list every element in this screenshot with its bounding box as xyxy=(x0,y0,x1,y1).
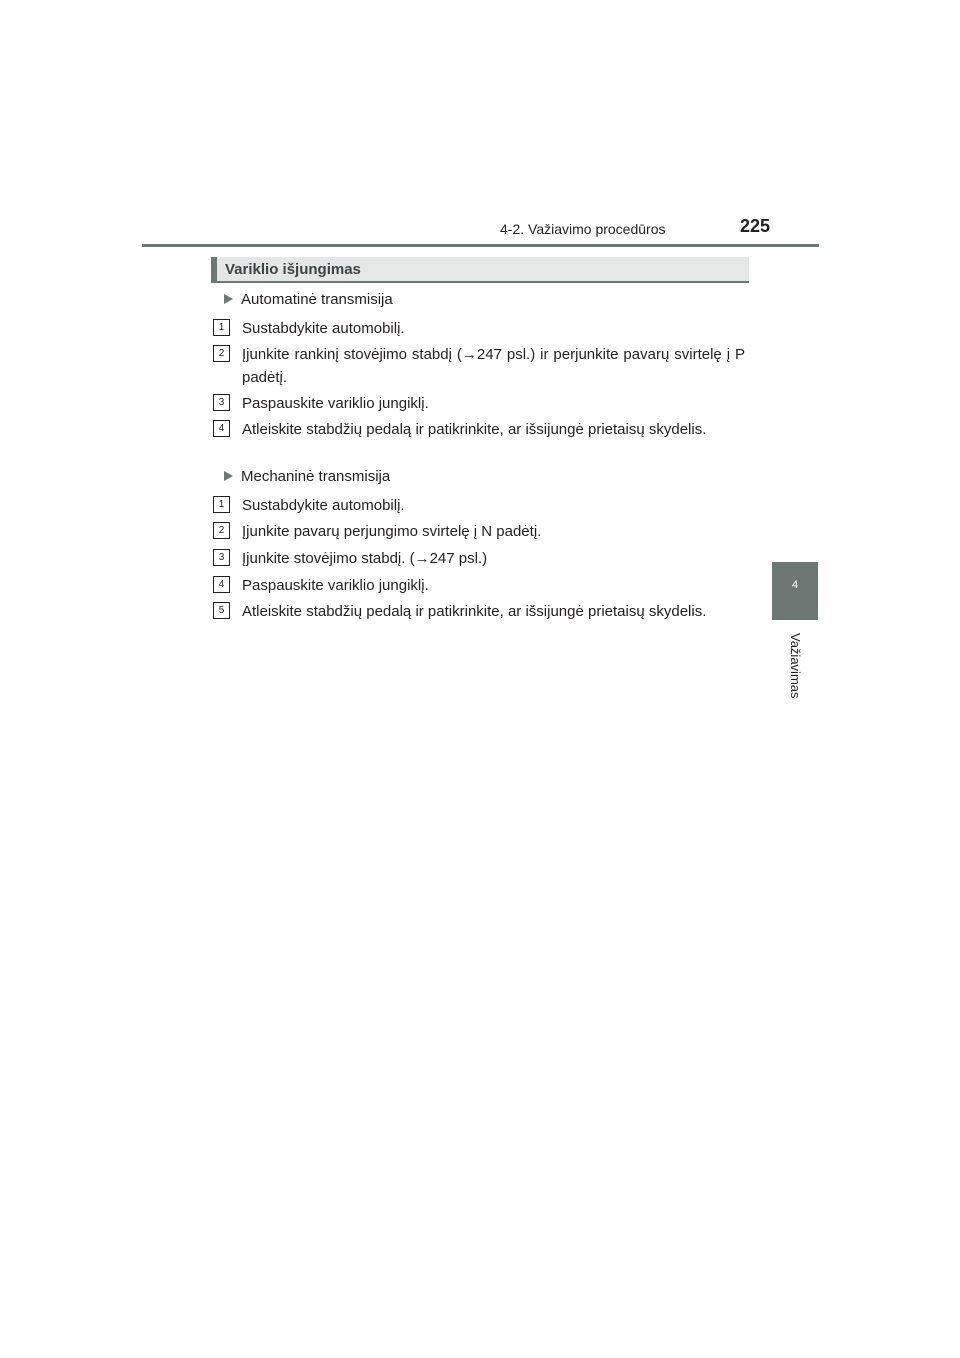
step-number-badge: 1 xyxy=(213,496,230,513)
step-text: Įjunkite pavarų perjungimo svirtelę į N padėtį. xyxy=(242,523,542,540)
step-item xyxy=(213,600,745,623)
step-number-badge: 4 xyxy=(213,420,230,437)
step-item xyxy=(213,392,745,415)
step-text: Atleiskite stabdžių pedalą ir patikrinkite, ar išsijungė prietaisų skydelis. xyxy=(242,421,707,438)
chapter-tab xyxy=(772,562,818,620)
step-text: Paspauskite variklio jungiklį. xyxy=(242,395,429,412)
subheading-automatic-label: Automatinė transmisija xyxy=(241,291,393,308)
header-divider xyxy=(142,244,819,247)
chapter-tab-label: Važiavimas xyxy=(788,633,803,699)
step-number-badge: 2 xyxy=(213,345,230,362)
subheading-manual-label: Mechaninė transmisija xyxy=(241,468,391,485)
section-heading: Variklio išjungimas xyxy=(225,261,361,278)
section-heading-box xyxy=(211,257,749,283)
triangle-bullet-icon xyxy=(224,471,233,481)
step-item xyxy=(213,418,745,441)
triangle-bullet-icon xyxy=(224,294,233,304)
step-text: Įjunkite stovėjimo stabdį. (→247 psl.) xyxy=(242,550,488,567)
step-item xyxy=(213,317,745,340)
step-text: Atleiskite stabdžių pedalą ir patikrinkite, ar išsijungė prietaisų skydelis. xyxy=(242,603,707,620)
step-number-badge: 3 xyxy=(213,394,230,411)
page-number: 225 xyxy=(740,216,771,236)
step-text: Sustabdykite automobilį. xyxy=(242,497,405,514)
step-text: Paspauskite variklio jungiklį. xyxy=(242,577,429,594)
subheading-manual xyxy=(224,468,390,485)
step-text: Įjunkite rankinį stovėjimo stabdį (→247 psl.) ir perjunkite pavarų svirtelę į P padėtį. xyxy=(242,346,745,386)
step-item xyxy=(213,520,745,543)
step-number-badge: 2 xyxy=(213,522,230,539)
step-item xyxy=(213,494,745,517)
step-number-badge: 5 xyxy=(213,602,230,619)
step-number-badge: 3 xyxy=(213,549,230,566)
step-number-badge: 4 xyxy=(213,576,230,593)
step-text: Sustabdykite automobilį. xyxy=(242,320,405,337)
step-item xyxy=(213,574,745,597)
step-item xyxy=(213,547,745,570)
subheading-automatic xyxy=(224,291,393,308)
step-number-badge: 1 xyxy=(213,319,230,336)
chapter-tab-number: 4 xyxy=(791,579,799,591)
step-item xyxy=(213,343,745,389)
header-section-title: 4-2. Važiavimo procedūros xyxy=(500,221,666,237)
